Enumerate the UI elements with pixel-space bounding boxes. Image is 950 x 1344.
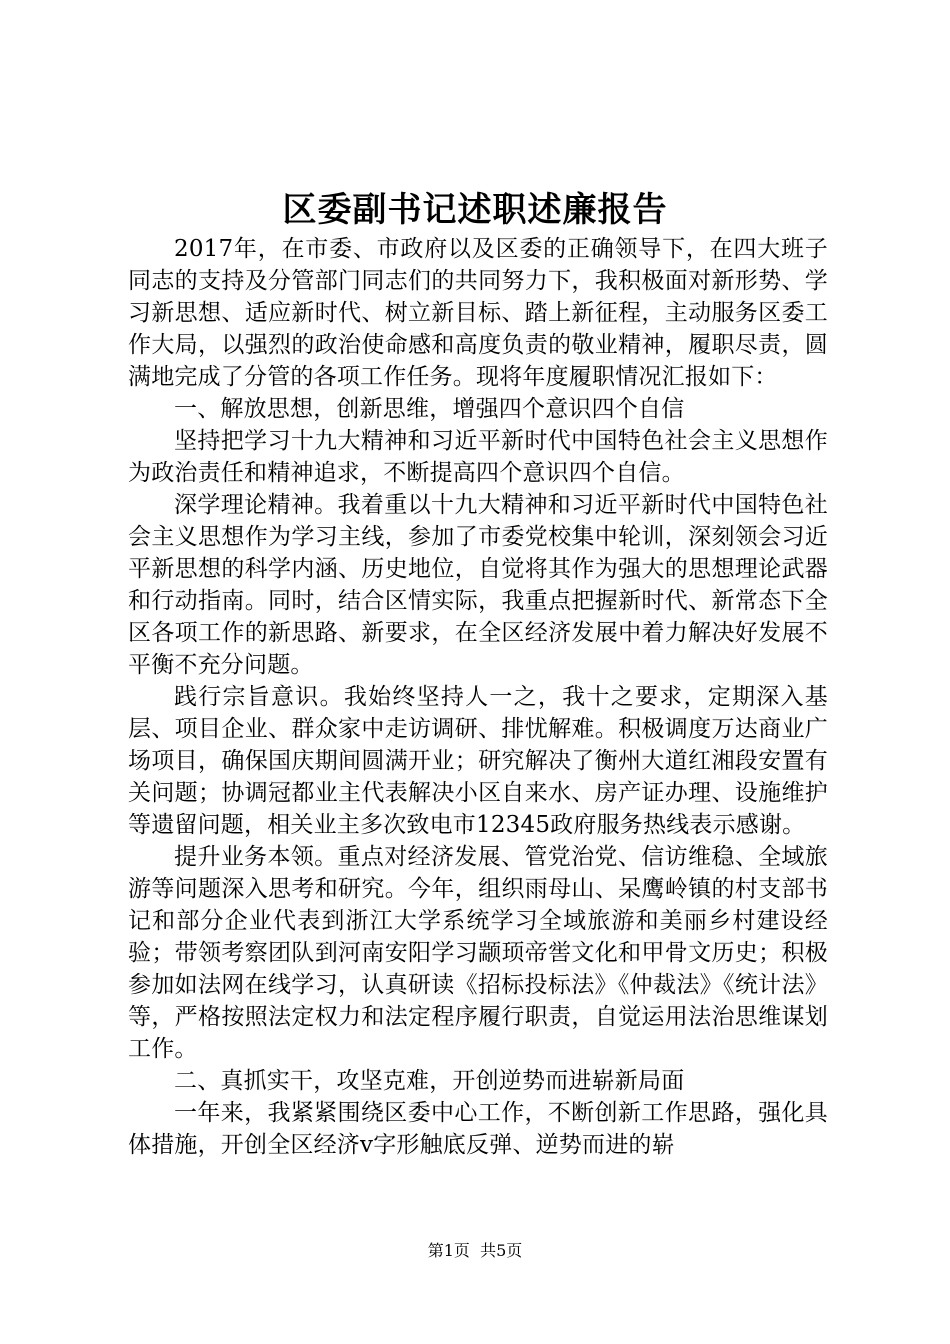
page-number: 第1页 [427,1241,470,1260]
paragraph: 一年来，我紧紧围绕区委中心工作，不断创新工作思路，强化具体措施，开创全区经济v字形触底反弹、逆势而进的崭 [128,1100,828,1158]
page-footer [0,1240,950,1262]
footer-separator [470,1241,480,1260]
section-heading-1: 一、解放思想，创新思维，增强四个意识四个自信 [174,396,685,422]
paragraph: 深学理论精神。我着重以十九大精神和习近平新时代中国特色社会主义思想作为学习主线，参加了市委党校集中轮训，深刻领会习近平新思想的科学内涵、历史地位，自觉将其作为强大的思想理论武器和行动指南。同时，结合区情实际，我重点把握新时代、新常态下全区各项工作的新思路、新要求，在全区经济发展中着力解决好发展不平衡不充分问题。 [128,492,828,678]
paragraph: 践行宗旨意识。我始终坚持人一之，我十之要求，定期深入基层、项目企业、群众家中走访调研、排忧解难。积极调度万达商业广场项目，确保国庆期间圆满开业；研究解决了衡州大道红湘段安置有关问题；协调冠都业主代表解决小区自来水、房产证办理、设施维护等遗留问题，相关业主多次致电市12345政府服务热线表示感谢。 [128,684,828,838]
page-total: 共5页 [480,1241,523,1260]
document-title: 区委副书记述职述廉报告 [282,190,668,230]
paragraph-intro: 2017年，在市委、市政府以及区委的正确领导下，在四大班子同志的支持及分管部门同志们的共同努力下，我积极面对新形势、学习新思想、适应新时代、树立新目标、踏上新征程，主动服务区委工作大局，以强烈的政治使命感和高度负责的敬业精神，履职尽责，圆满地完成了分管的各项工作任务。现将年度履职情况汇报如下： [128,236,828,390]
document-body [128,233,828,1161]
paragraph: 坚持把学习十九大精神和习近平新时代中国特色社会主义思想作为政治责任和精神追求，不断提高四个意识四个自信。 [128,428,828,486]
section-heading-2: 二、真抓实干，攻坚克难，开创逆势而进崭新局面 [174,1068,685,1094]
paragraph: 提升业务本领。重点对经济发展、管党治党、信访维稳、全域旅游等问题深入思考和研究。今年，组织雨母山、呆鹰岭镇的村支部书记和部分企业代表到浙江大学系统学习全域旅游和美丽乡村建设经验；带领考察团队到河南安阳学习颛顼帝喾文化和甲骨文历史；积极参加如法网在线学习，认真研读《招标投标法》《仲裁法》《统计法》等，严格按照法定权力和法定程序履行职责，自觉运用法治思维谋划工作。 [128,844,828,1062]
